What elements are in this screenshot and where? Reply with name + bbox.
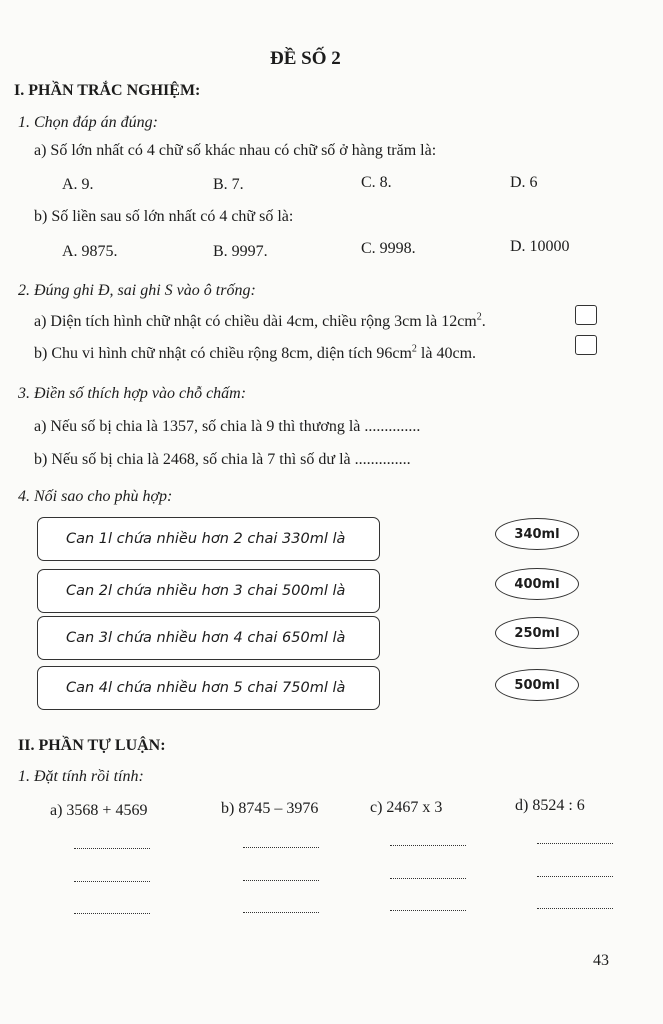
q2b-answer-box[interactable]: [575, 335, 597, 355]
p2q1-prompt: 1. Đặt tính rồi tính:: [18, 768, 144, 785]
match-left-4[interactable]: Can 4l chứa nhiều hơn 5 chai 750ml là: [37, 666, 380, 710]
page-title: ĐỀ SỐ 2: [270, 48, 341, 69]
q3-prompt: 3. Điền số thích hợp vào chỗ chấm:: [18, 385, 247, 402]
q2-prompt: 2. Đúng ghi Đ, sai ghi S vào ô trống:: [18, 282, 256, 299]
q1b-text: b) Số liền sau số lớn nhất có 4 chữ số là:: [34, 208, 294, 225]
answer-line[interactable]: [390, 845, 466, 846]
q2b-sup: 2: [411, 343, 417, 355]
q2a-answer-box[interactable]: [575, 305, 597, 325]
q3b-text: b) Nếu số bị chia là 2468, số chia là 7 thì số dư là ..............: [34, 451, 411, 468]
answer-line[interactable]: [74, 881, 150, 882]
q1a-option-b: B. 7.: [213, 176, 244, 193]
match-right-4[interactable]: 500ml: [495, 669, 579, 701]
q1a-text: a) Số lớn nhất có 4 chữ số khác nhau có chữ số ở hàng trăm là:: [34, 142, 437, 159]
q1a-option-a: A. 9.: [62, 176, 94, 193]
answer-line[interactable]: [243, 880, 319, 881]
match-left-1[interactable]: Can 1l chứa nhiều hơn 2 chai 330ml là: [37, 517, 380, 561]
calc-d: d) 8524 : 6: [515, 797, 585, 814]
q2b-text: [34, 345, 476, 363]
q1-prompt: 1. Chọn đáp án đúng:: [18, 114, 158, 131]
answer-line[interactable]: [390, 878, 466, 879]
match-right-3[interactable]: 250ml: [495, 617, 579, 649]
q4-prompt: 4. Nối sao cho phù hợp:: [18, 488, 173, 505]
q2b-text-main: b) Chu vi hình chữ nhật có chiều rộng 8cm, diện tích 96cm: [34, 345, 412, 362]
q3a-text: a) Nếu số bị chia là 1357, số chia là 9 thì thương là ..............: [34, 418, 421, 435]
q2a-post: .: [481, 313, 486, 330]
calc-c: c) 2467 x 3: [370, 799, 443, 816]
match-left-2[interactable]: Can 2l chứa nhiều hơn 3 chai 500ml là: [37, 569, 380, 613]
part1-heading: I. PHẦN TRẮC NGHIỆM:: [14, 82, 201, 99]
q2a-text-main: a) Diện tích hình chữ nhật có chiều dài 4cm, chiều rộng 3cm là 12cm: [34, 313, 477, 330]
answer-line[interactable]: [537, 843, 613, 844]
calc-a: a) 3568 + 4569: [50, 802, 148, 819]
calc-b: b) 8745 – 3976: [221, 800, 319, 817]
answer-line[interactable]: [74, 913, 150, 914]
match-right-1[interactable]: 340ml: [495, 518, 579, 550]
q2a-text: [34, 313, 486, 331]
answer-line[interactable]: [537, 876, 613, 877]
q2b-post: là 40cm.: [416, 345, 477, 362]
q1a-option-c: C. 8.: [361, 174, 392, 191]
q1b-option-b: B. 9997.: [213, 243, 268, 260]
page-number: 43: [593, 952, 609, 969]
answer-line[interactable]: [390, 910, 466, 911]
q2a-sup: 2: [476, 311, 482, 323]
answer-line[interactable]: [537, 908, 613, 909]
answer-line[interactable]: [243, 912, 319, 913]
q1b-option-d: D. 10000: [510, 238, 570, 255]
q1b-option-c: C. 9998.: [361, 240, 416, 257]
answer-line[interactable]: [243, 847, 319, 848]
match-right-2[interactable]: 400ml: [495, 568, 579, 600]
q1a-option-d: D. 6: [510, 174, 538, 191]
part2-heading: II. PHẦN TỰ LUẬN:: [18, 737, 166, 754]
match-left-3[interactable]: Can 3l chứa nhiều hơn 4 chai 650ml là: [37, 616, 380, 660]
answer-line[interactable]: [74, 848, 150, 849]
q1b-option-a: A. 9875.: [62, 243, 118, 260]
